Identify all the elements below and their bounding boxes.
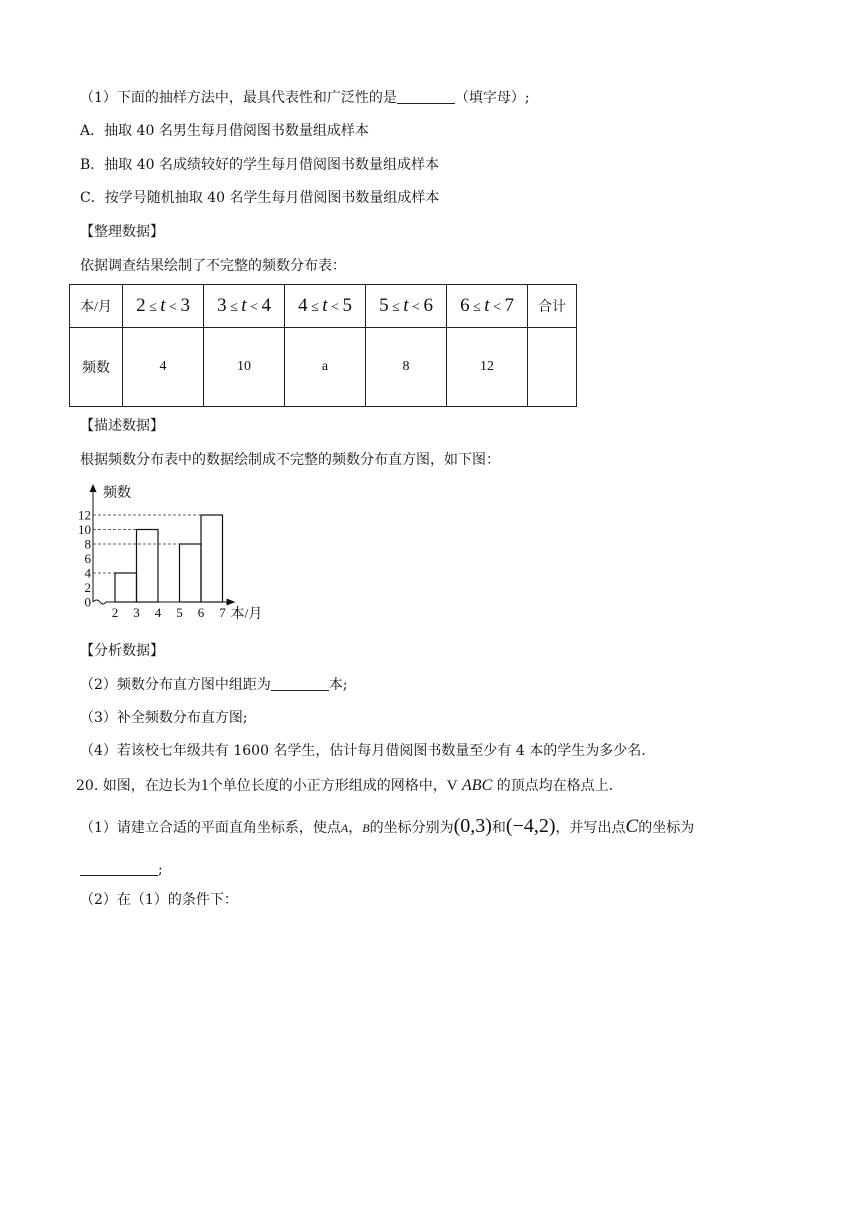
table-interval-5: 6 ≤ t < 7: [447, 285, 528, 328]
question-1-prefix: （1）下面的抽样方法中，最具代表性和广泛性的是: [80, 90, 397, 106]
answer-blank-2[interactable]: [271, 676, 329, 691]
x-tick-label-5: 5: [176, 605, 183, 620]
table-header-label: 本/月: [70, 285, 123, 328]
option-a: A．抽取 40 名男生每月借阅图书数量组成样本: [80, 123, 369, 139]
frequency-table: [69, 284, 577, 407]
frequency-histogram: [80, 480, 280, 628]
x-tick-label-6: 6: [197, 605, 205, 620]
question-20: [76, 776, 613, 796]
question-20-2: （2）在（1）的条件下：: [80, 892, 238, 908]
histogram-intro: 根据频数分布表中的数据绘制成不完整的频数分布直方图，如下图：: [80, 452, 500, 468]
table-interval-3: 4 ≤ t < 5: [285, 285, 366, 328]
question-4: （4）若该校七年级共有 1600 名学生，估计每月借阅图书数量至少有 4 本的学生为多少名.: [80, 743, 646, 759]
table-frequency-2: 10: [204, 328, 285, 407]
question-20-1-mid: 的坐标分别为: [369, 820, 454, 836]
y-tick-label-12: 12: [78, 507, 91, 523]
table-frequency-4: 8: [366, 328, 447, 407]
question-1-suffix: （填字母）;: [454, 90, 530, 106]
table-intro: 依据调查结果绘制了不完整的频数分布表：: [80, 258, 346, 274]
option-b: B．抽取 40 名成绩较好的学生每月借阅图书数量组成样本: [80, 157, 440, 173]
answer-blank-1[interactable]: [397, 89, 455, 104]
question-20-1-prefix: （1）请建立合适的平面直角坐标系，使点: [80, 820, 341, 836]
section-describe-heading: 【描述数据】: [80, 418, 164, 434]
question-20-1-answer-line: [80, 860, 163, 880]
section-organize-heading: 【整理数据】: [80, 224, 164, 240]
y-tick-label-8: 8: [84, 536, 91, 552]
x-axis-arrow: [227, 599, 236, 606]
y-axis-label: 频数: [103, 486, 131, 501]
x-tick-label-3: 3: [133, 605, 140, 620]
question-20-1-after: ，并写出点: [555, 820, 626, 836]
table-interval-1: 2 ≤ t < 3: [123, 285, 204, 328]
question-20-text-b: 个单位长度的小正方形组成的网格中，: [208, 778, 447, 794]
table-interval-2: 3 ≤ t < 4: [204, 285, 285, 328]
question-3: （3）补全频数分布直方图;: [80, 710, 248, 726]
point-c-label: C: [625, 816, 639, 837]
y-tick-label-0: 0: [84, 594, 91, 610]
question-1: [80, 88, 530, 108]
x-axis-label: 本/月: [230, 607, 263, 622]
question-20-1-and: 和: [491, 820, 506, 836]
histogram-bar-2: [137, 530, 159, 603]
separator: ，: [348, 820, 363, 836]
table-interval-4: 5 ≤ t < 6: [366, 285, 447, 328]
table-frequency-5: 12: [447, 328, 528, 407]
table-frequency-1: 4: [123, 328, 204, 407]
question-20-1: [80, 813, 694, 841]
point-a-label: A: [340, 821, 349, 835]
section-analyze-heading: 【分析数据】: [80, 643, 164, 659]
question-20-1-end: 的坐标为: [638, 820, 695, 836]
triangle-name: ABC: [462, 777, 493, 794]
x-axis: [93, 600, 233, 604]
question-20-unit: 1: [200, 777, 209, 794]
question-20-number: 20.: [76, 778, 99, 794]
y-tick-label-6: 6: [84, 551, 91, 566]
table-frequency-3: a: [285, 328, 366, 407]
x-tick-label-7: 7: [219, 605, 226, 620]
coordinate-b: (−4,2): [505, 815, 556, 837]
point-b-label: B: [362, 821, 370, 835]
question-2: [80, 675, 348, 695]
histogram-bar-3: [180, 544, 202, 602]
triangle-symbol: V: [446, 778, 458, 794]
y-tick-label-2: 2: [84, 580, 91, 595]
question-2-prefix: （2）频数分布直方图中组距为: [80, 677, 271, 693]
table-row-label: 频数: [70, 328, 123, 407]
y-tick-label-10: 10: [78, 522, 91, 537]
x-tick-label-4: 4: [154, 605, 162, 620]
table-total-value[interactable]: [528, 328, 577, 407]
question-20-1-tail: ;: [158, 862, 163, 878]
histogram-bar-4: [201, 515, 223, 602]
option-c: C．按学号随机抽取 40 名学生每月借阅图书数量组成样本: [80, 190, 440, 206]
y-tick-label-4: 4: [84, 565, 91, 581]
question-20-text-a: 如图，在边长为: [102, 778, 201, 794]
question-20-text-c: 的顶点均在格点上.: [496, 778, 614, 794]
histogram-bar-1: [115, 573, 137, 602]
question-2-suffix: 本;: [328, 677, 348, 693]
x-tick-label-2: 2: [111, 605, 119, 620]
answer-blank-3[interactable]: [80, 861, 158, 876]
y-axis-arrow: [90, 484, 97, 492]
coordinate-a: (0,3): [453, 815, 492, 837]
table-total-label: 合计: [528, 285, 577, 328]
